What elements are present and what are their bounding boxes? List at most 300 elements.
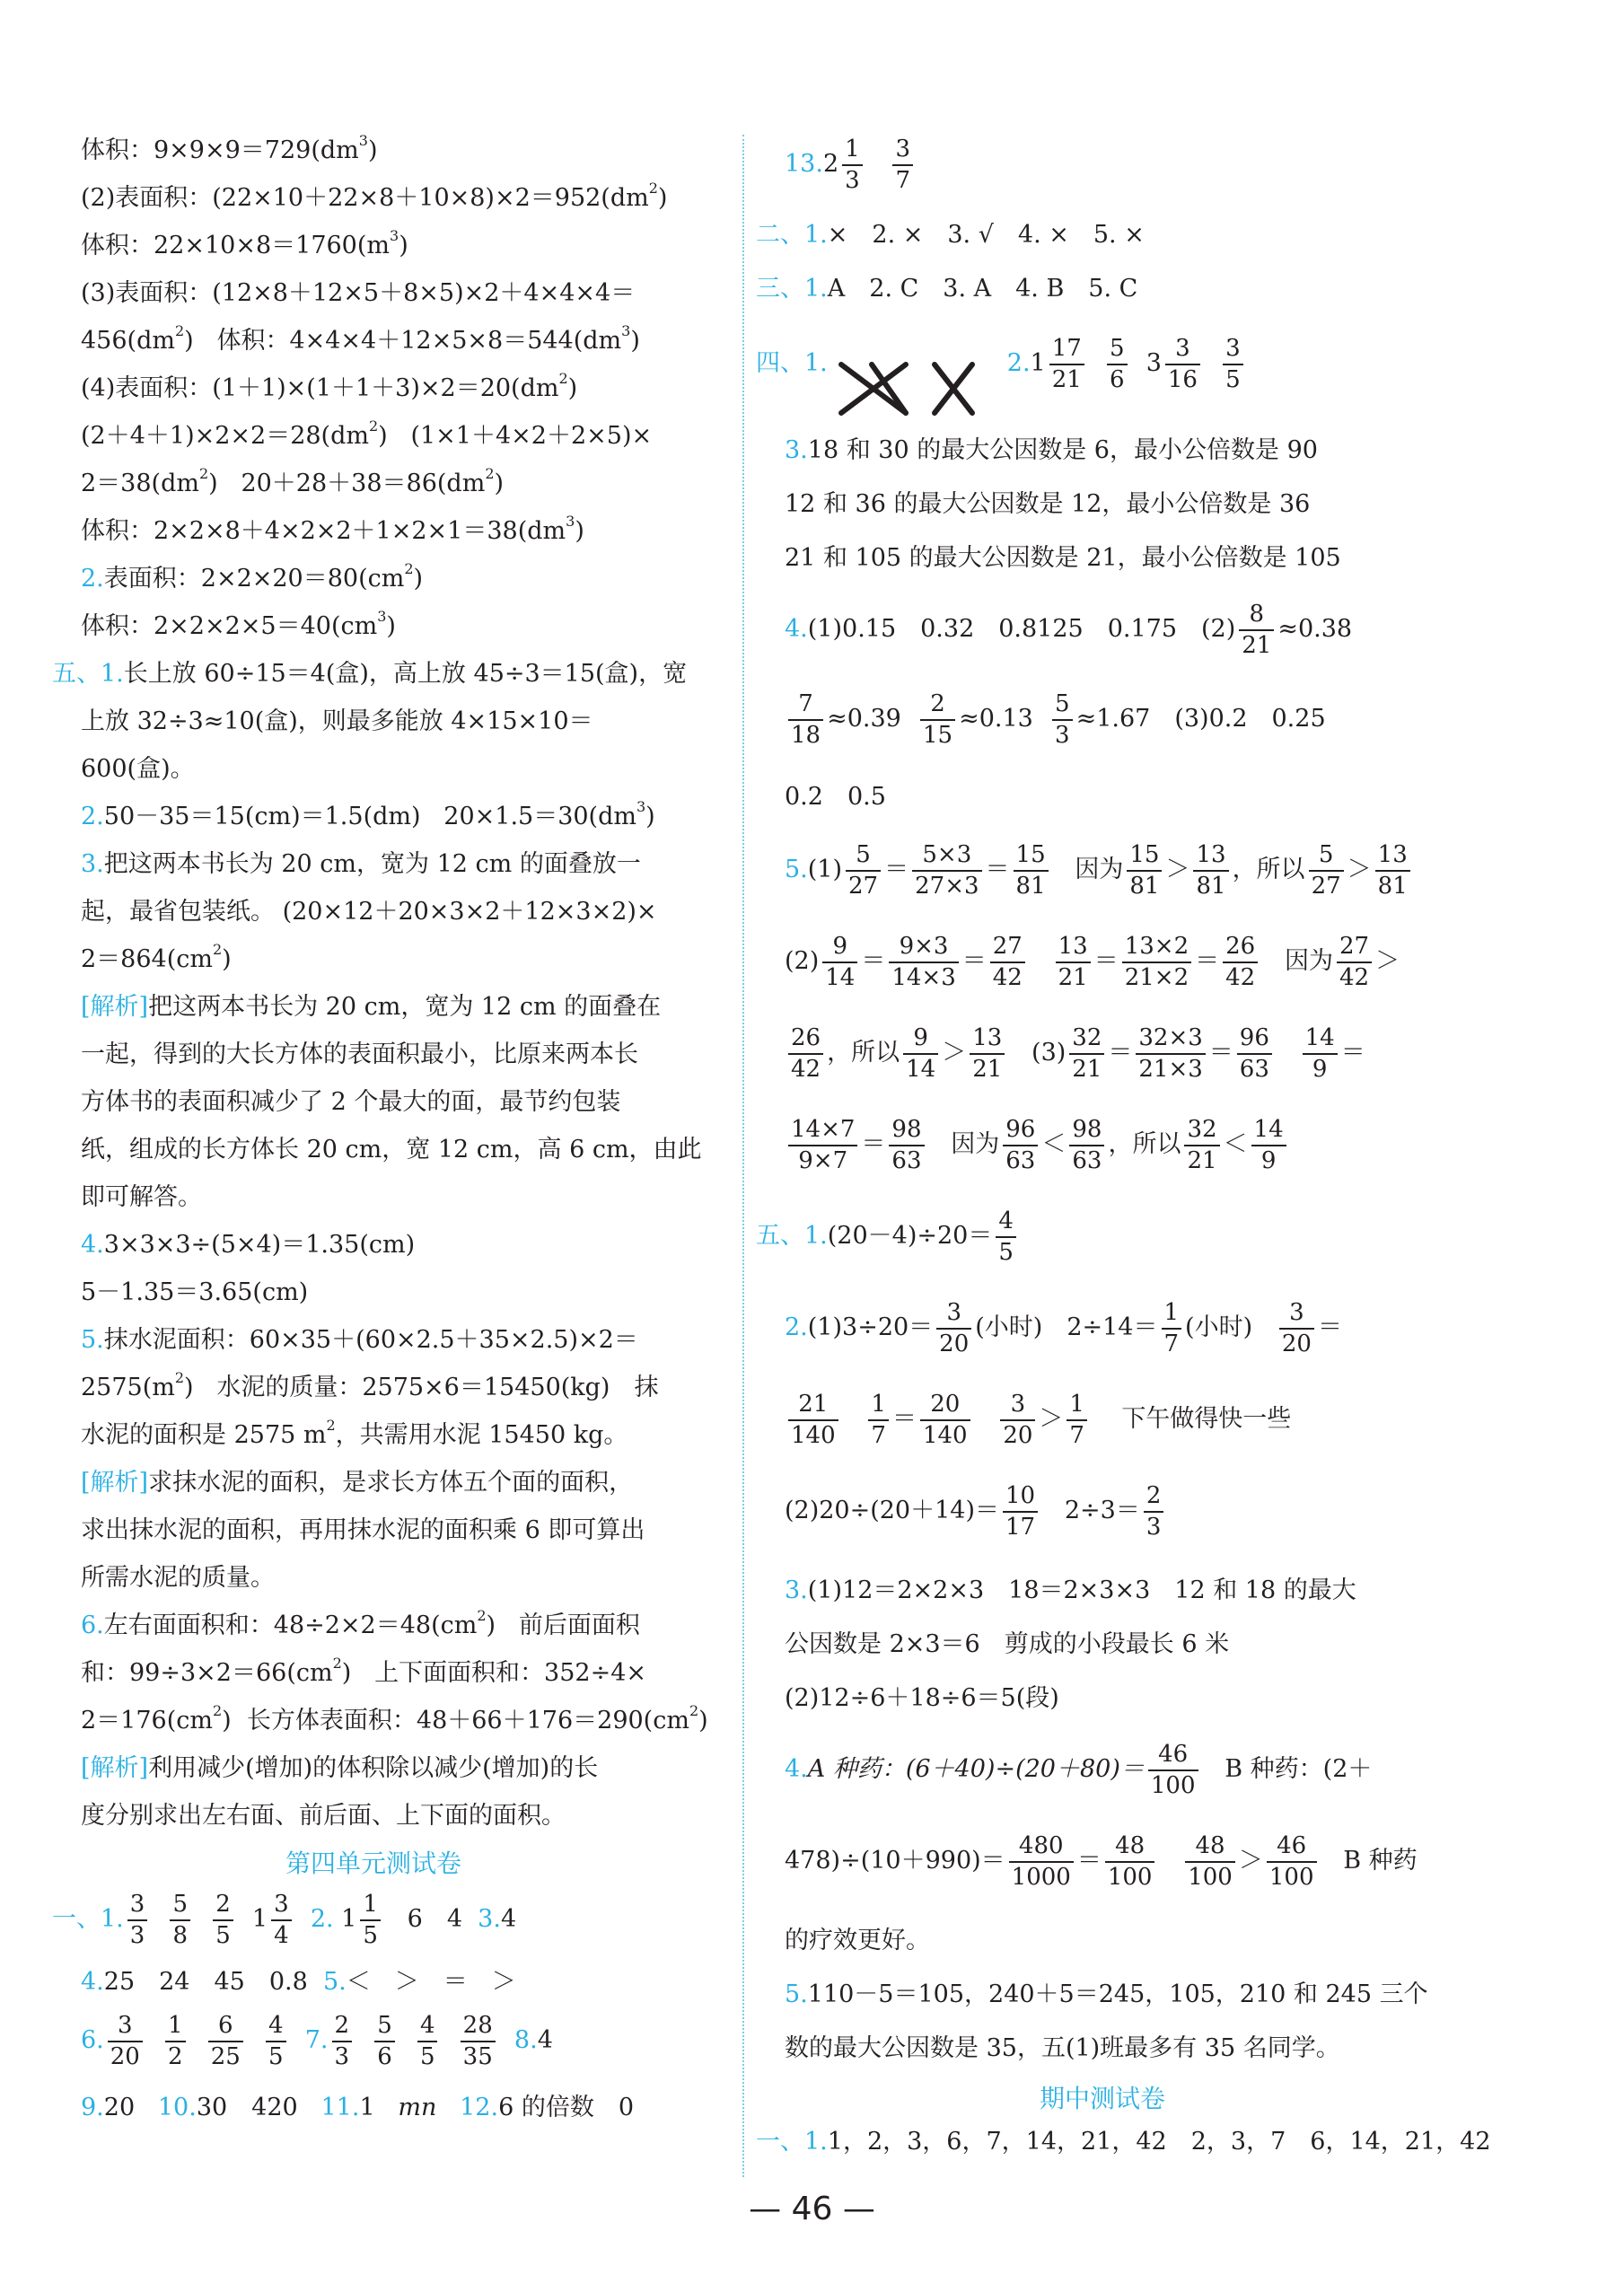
- fraction: 2 5: [213, 1892, 233, 1947]
- line-text: 抹水泥面积：60×35＋(60×2.5＋35×2.5)×2＝: [103, 1326, 638, 1354]
- line-text: 2＝864(cm: [81, 945, 213, 973]
- line-text: 纸，组成的长方体长 20 cm，宽 12 cm，高 6 cm，由此: [81, 1136, 702, 1164]
- fraction: 5 27: [846, 843, 881, 898]
- line-text: ＝: [861, 947, 886, 975]
- line-text: 度分别求出左右面、前后面、上下面的面积。: [81, 1802, 566, 1830]
- fraction: 3 4: [271, 1892, 292, 1947]
- line-text: 600(盒)。: [81, 755, 195, 783]
- fraction: 27 42: [990, 935, 1025, 989]
- line-text: 20＋28＋38＝86(dm: [241, 470, 486, 497]
- fraction: 26 42: [788, 1026, 823, 1081]
- text-line: [81, 1037, 638, 1073]
- text-line: [81, 133, 377, 169]
- line-text: 长上放 60÷15＝4(盒)，高上放 45÷3＝15(盒)，宽: [123, 660, 688, 688]
- line-text: ＝: [1317, 1313, 1342, 1341]
- text-line: [81, 466, 504, 502]
- line-text: 456(dm: [81, 327, 175, 355]
- item-marker: 3.: [785, 436, 808, 464]
- fraction: 8 21: [1239, 602, 1274, 657]
- fraction: 10 17: [1003, 1484, 1038, 1539]
- column-divider: [742, 135, 744, 2177]
- text-line: 一、1. 3 3 5 8 2 5 1 3 4 2. 1 1 5 6 4 3. 4: [52, 1890, 517, 1949]
- line-text: ): [494, 470, 505, 497]
- line-text: (20－4)÷20＝: [827, 1222, 993, 1250]
- fraction: 14 9: [1251, 1118, 1286, 1172]
- line-text: 体积：2×2×8＋4×2×2＋1×2×1＝38(dm: [81, 517, 566, 545]
- fraction: 46 100: [1267, 1834, 1317, 1889]
- line-text: ): [630, 327, 640, 355]
- superscript: 3: [566, 513, 575, 530]
- line-text: 4: [537, 2026, 553, 2054]
- fraction: 48 100: [1105, 1834, 1155, 1889]
- line-text: ): [208, 470, 218, 497]
- text-line: [81, 609, 396, 645]
- fraction: 98 63: [1069, 1118, 1104, 1172]
- line-text: ＝: [1093, 947, 1119, 975]
- line-text: ): [184, 1374, 194, 1401]
- line-text: (1)12＝2×2×3 18＝2×3×3 12 和 18 的最大: [807, 1576, 1356, 1604]
- line-text: B 种药: [1343, 1847, 1418, 1875]
- line-text: (1×1＋4×2＋2×5)×: [410, 422, 653, 450]
- text-line: [785, 133, 917, 196]
- superscript: 3: [358, 132, 368, 149]
- line-text: (1)3÷20＝: [807, 1313, 934, 1341]
- item-marker: 3.: [81, 850, 104, 878]
- fraction: 3 7: [892, 137, 913, 192]
- item-marker: 4.: [81, 1968, 104, 1996]
- line-text: 水泥的面积是 2575 m: [81, 1421, 327, 1449]
- line-text: 2: [822, 150, 839, 178]
- line-text: (小时): [1185, 1313, 1253, 1341]
- line-text: ): [222, 1707, 232, 1734]
- text-line: [785, 487, 1310, 523]
- text-line: [785, 1977, 1428, 2013]
- text-line: [785, 540, 1341, 576]
- fraction: 15 81: [1127, 843, 1162, 898]
- line-text: 左右面面积和：48÷2×2＝48(cm: [103, 1611, 478, 1639]
- text-line: [785, 1480, 1167, 1542]
- fraction: 17 21: [1049, 337, 1084, 391]
- fraction: 26 42: [1223, 935, 1258, 989]
- text-line: [81, 1418, 628, 1453]
- item-marker: 7.: [304, 2026, 329, 2054]
- line-text: ): [413, 565, 424, 593]
- text-line: [81, 323, 640, 359]
- fraction: 5 6: [374, 2014, 395, 2068]
- fraction: 1 7: [1162, 1301, 1182, 1356]
- line-text: ≈1.67 (3)0.2 0.25: [1075, 705, 1326, 733]
- fraction: 46 100: [1148, 1743, 1198, 1797]
- section-title-unit4: 第四单元测试卷: [285, 1849, 462, 1878]
- line-text: 0.2 0.5: [785, 783, 886, 811]
- line-text: (2＋4＋1)×2×2＝28(dm: [81, 422, 369, 450]
- line-text: 因为: [1075, 856, 1124, 883]
- line-text: ): [367, 136, 378, 164]
- fraction: 9×3 14×3: [889, 935, 958, 989]
- text-line: [81, 371, 577, 407]
- item-marker: 13.: [785, 150, 823, 178]
- line-text: 求抹水泥的面积，是求长方体五个面的面积，: [148, 1469, 634, 1497]
- line-text: A 2. C 3. A 4. B 5. C: [827, 275, 1138, 303]
- line-text: 下午做得快一些: [1121, 1405, 1292, 1433]
- superscript: 2: [477, 1607, 487, 1624]
- item-marker: 10.: [157, 2094, 197, 2121]
- text-line: [81, 942, 232, 978]
- analysis-marker: [解析]: [81, 1754, 149, 1782]
- line-text: 因为: [1284, 947, 1333, 975]
- text-line: [785, 839, 1414, 901]
- text-line: [81, 1513, 645, 1549]
- fraction: 98 63: [889, 1118, 924, 1172]
- line-text: 2＝38(dm: [81, 470, 199, 497]
- line-text: ＞: [1375, 947, 1400, 975]
- fraction: 9 14: [822, 935, 857, 989]
- line-text: 体积：9×9×9＝729(dm: [81, 136, 359, 164]
- item-marker: 5.: [785, 1980, 808, 2008]
- line-text: (1): [807, 856, 843, 883]
- item-marker: 2.: [81, 803, 104, 830]
- fraction: 27 42: [1337, 935, 1372, 989]
- superscript: 2: [648, 180, 658, 197]
- superscript: 3: [377, 608, 387, 625]
- text-line: [81, 894, 657, 930]
- line-text: 前后面面积: [518, 1611, 640, 1639]
- section-marker: 一、1.: [756, 2128, 828, 2156]
- fraction: 14 9: [1303, 1026, 1338, 1081]
- line-text: 25 24 45 0.8: [103, 1968, 308, 1996]
- line-text: ＝: [985, 856, 1010, 883]
- fraction: 13×2 21×2: [1122, 935, 1191, 989]
- text-line: [81, 1085, 620, 1120]
- line-text: 50－35＝15(cm)＝1.5(dm): [103, 803, 421, 830]
- text-line: [81, 180, 667, 216]
- line-text: 20×1.5＝30(dm: [443, 803, 636, 830]
- line-text: B 种药：(2＋: [1225, 1755, 1373, 1783]
- text-line: [756, 1205, 1020, 1268]
- superscript: 2: [198, 465, 209, 482]
- item-marker: 12.: [460, 2094, 499, 2121]
- text-line: [81, 847, 641, 883]
- item-marker: 2.: [785, 1313, 808, 1341]
- text-line: [785, 433, 1318, 469]
- text-line: [756, 332, 1247, 395]
- line-text: ): [657, 184, 668, 212]
- fraction: 15 81: [1014, 843, 1049, 898]
- text-line: [81, 514, 584, 549]
- line-text: ): [486, 1611, 496, 1639]
- line-text: 1: [1030, 349, 1046, 377]
- line-text: 上放 32÷3≈10(盒)，则最多能放 4×15×10＝: [81, 707, 593, 735]
- line-text: (2): [785, 947, 820, 975]
- fraction: 21 140: [788, 1392, 838, 1447]
- line-text: 的疗效更好。: [785, 1927, 930, 1954]
- section-marker: 三、1.: [756, 275, 828, 303]
- superscript: 2: [689, 1702, 699, 1719]
- line-text: ＝: [961, 947, 987, 975]
- text-line: [81, 1964, 516, 2000]
- text-line: [756, 2124, 1491, 2160]
- line-text: ＝: [1340, 1039, 1365, 1067]
- line-text: ≈0.13: [959, 705, 1033, 733]
- line-text: ＝: [861, 1130, 886, 1158]
- line-text: ，所以: [1108, 1130, 1181, 1158]
- fraction: 2 15: [920, 692, 955, 747]
- line-text: 因为: [951, 1130, 1000, 1158]
- line-text: 4: [500, 1905, 517, 1933]
- superscript: 2: [404, 560, 414, 577]
- line-text: 30 420: [196, 2094, 298, 2121]
- item-marker: 5.: [322, 1968, 347, 1996]
- text-line: [81, 1465, 633, 1501]
- item-marker: 5.: [785, 856, 808, 883]
- text-line: [785, 1022, 1365, 1085]
- fraction: 4 5: [266, 2014, 286, 2068]
- text-line: [785, 1681, 1059, 1717]
- line-text: ＞: [942, 1039, 967, 1067]
- fraction: 480 1000: [1009, 1834, 1074, 1889]
- line-text: 18 和 30 的最大公因数是 6，最小公倍数是 90: [807, 436, 1318, 464]
- line-text: ，所以: [827, 1039, 900, 1067]
- line-text: 和：99÷3×2＝66(cm: [81, 1659, 333, 1687]
- text-line: [81, 276, 635, 312]
- line-text: 110－5＝105，240＋5＝245，105，210 和 245 三个: [807, 1980, 1428, 2008]
- section-title-midterm: 期中测试卷: [1040, 2084, 1166, 2113]
- line-text: 起，最省包装纸。 (20×12＋20×3×2＋12×3×2)×: [81, 898, 657, 926]
- item-marker: 5.: [81, 1326, 104, 1354]
- line-text: 公因数是 2×3＝6 剪成的小段最长 6 米: [785, 1630, 1230, 1658]
- text-line: [81, 1322, 638, 1358]
- fraction: 2 3: [332, 2014, 353, 2068]
- line-text: ): [567, 374, 578, 402]
- line-text: 长方体表面积：48＋66＋176＝290(cm: [246, 1707, 689, 1734]
- fraction: 96 63: [1003, 1118, 1038, 1172]
- line-text: ): [341, 1659, 352, 1687]
- fraction: 32 21: [1069, 1026, 1104, 1081]
- item-marker: 4.: [81, 1231, 104, 1259]
- fraction: 3 20: [108, 2014, 143, 2068]
- text-line: [756, 271, 1137, 307]
- fraction: 3 16: [1165, 337, 1200, 391]
- text-line: [785, 1627, 1229, 1663]
- fraction: 3 20: [1279, 1301, 1314, 1356]
- text-line: [81, 418, 652, 454]
- line-text: 3×3×3÷(5×4)＝1.35(cm): [103, 1231, 416, 1259]
- fraction: 1 5: [360, 1892, 381, 1947]
- analysis-marker: [解析]: [81, 1469, 149, 1497]
- line-text: 把这两本书长为 20 cm，宽为 12 cm 的面叠在: [148, 993, 662, 1021]
- line-text: 3: [1146, 349, 1162, 377]
- text-line: [81, 1703, 708, 1739]
- matching-lines-drawing: [838, 357, 999, 420]
- line-text: 5－1.35＝3.65(cm): [81, 1278, 309, 1306]
- superscript: 2: [558, 370, 568, 387]
- line-text: ＝: [891, 1405, 917, 1433]
- item-marker: 9.: [81, 2094, 104, 2121]
- line-text: 体积：2×2×2×5＝40(cm: [81, 612, 378, 640]
- superscript: 2: [368, 417, 379, 435]
- fraction: 5 27: [1309, 843, 1344, 898]
- line-text: 数的最大公因数是 35，五(1)班最多有 35 名同学。: [785, 2034, 1340, 2062]
- superscript: 3: [390, 227, 399, 244]
- line-text: 2÷3＝: [1064, 1497, 1140, 1524]
- fraction: 5 3: [1052, 692, 1073, 747]
- line-text: 所需水泥的质量。: [81, 1564, 275, 1592]
- text-line: [81, 704, 593, 740]
- item-marker: 2.: [310, 1905, 334, 1933]
- superscript: 3: [636, 798, 646, 815]
- superscript: 2: [174, 322, 185, 339]
- line-text: 21 和 105 的最大公因数是 21，最小公倍数是 105: [785, 544, 1341, 572]
- line-text: ＝: [1076, 1847, 1102, 1875]
- fraction: 13 21: [970, 1026, 1005, 1081]
- line-text: 12 和 36 的最大公因数是 12，最小公倍数是 36: [785, 490, 1311, 518]
- superscript: 2: [485, 465, 495, 482]
- text-line: [785, 1573, 1356, 1609]
- fraction: 3 3: [127, 1892, 148, 1947]
- section-marker: 二、1.: [756, 221, 828, 249]
- text-line: [785, 1296, 1342, 1359]
- fraction: 7 18: [788, 692, 823, 747]
- line-text: ): [698, 1707, 708, 1734]
- text-line: [81, 1798, 566, 1834]
- line-text: 478)÷(10＋990)＝: [785, 1847, 1005, 1875]
- text-line: [785, 1738, 1372, 1801]
- line-text: ＜: [1041, 1130, 1067, 1158]
- line-text: 1: [359, 2094, 375, 2121]
- line-text: 表面积：2×2×20＝80(cm: [103, 565, 405, 593]
- text-line: [81, 1608, 640, 1644]
- line-text: ＞: [1165, 856, 1190, 883]
- section-marker: 一、1.: [52, 1905, 124, 1933]
- page-number: — 46 —: [749, 2191, 875, 2227]
- text-line: [785, 1830, 1418, 1892]
- line-text: (2)20÷(20＋14)＝: [785, 1497, 1000, 1524]
- superscript: 2: [326, 1417, 336, 1434]
- text-line: [81, 751, 195, 787]
- line-text: (1)0.15 0.32 0.8125 0.175 (2): [807, 615, 1236, 643]
- line-text: 2575(m: [81, 1374, 175, 1401]
- line-text: 求出抹水泥的面积，再用抹水泥的面积乘 6 即可算出: [81, 1516, 645, 1544]
- line-text: ＞: [1238, 1847, 1263, 1875]
- line-text: 把这两本书长为 20 cm，宽为 12 cm 的面叠放一: [103, 850, 641, 878]
- line-text: 6 4: [407, 1905, 462, 1933]
- line-text: 1，2，3，6，7，14，21，42 2，3，7 6，14，21，42: [827, 2128, 1491, 2156]
- fraction: 3 5: [1223, 337, 1243, 391]
- text-line: [81, 228, 408, 264]
- line-text: (4)表面积：(1＋1)×(1＋1＋3)×2＝20(dm: [81, 374, 559, 402]
- item-marker: 3.: [478, 1905, 501, 1933]
- line-text: 即可解答。: [81, 1183, 202, 1211]
- line-text: (2)12÷6＋18÷6＝5(段): [785, 1684, 1059, 1712]
- superscript: 2: [332, 1655, 342, 1672]
- text-line: [81, 2090, 634, 2126]
- line-text: ＞: [1039, 1405, 1064, 1433]
- line-text: ≈0.38: [1277, 615, 1353, 643]
- item-marker: 11.: [320, 2094, 360, 2121]
- fraction: 1 7: [868, 1392, 889, 1447]
- text-line: [81, 561, 423, 597]
- text-line: [756, 217, 1145, 253]
- fraction: 5 6: [1107, 337, 1128, 391]
- item-marker: 6.: [81, 1611, 104, 1639]
- fraction: 28 35: [461, 2014, 496, 2068]
- line-text: 体积：22×10×8＝1760(m: [81, 232, 390, 259]
- fraction: 3 20: [936, 1301, 971, 1356]
- text-line: [81, 1132, 702, 1168]
- line-text: 方体书的表面积减少了 2 个最大的面，最节约包装: [81, 1088, 621, 1116]
- line-text: 水泥的质量：2575×6＝15450(kg) 抹: [216, 1374, 659, 1401]
- fraction: 5×3 27×3: [912, 843, 981, 898]
- superscript: 3: [621, 322, 631, 339]
- line-text: 上下面面积和：352÷4×: [374, 1659, 647, 1687]
- text-line: [785, 598, 1352, 661]
- text-line: [81, 989, 661, 1025]
- fraction: 1 7: [1067, 1392, 1087, 1447]
- line-text: ): [222, 945, 232, 973]
- item-marker: 4.: [785, 1755, 808, 1783]
- text-line: [785, 1923, 930, 1959]
- fraction: 13 81: [1193, 843, 1228, 898]
- line-text: mn: [398, 2094, 437, 2121]
- line-text: ): [386, 612, 396, 640]
- line-text: 体积：4×4×4＋12×5×8＝544(dm: [216, 327, 622, 355]
- fraction: 32×3 21×3: [1136, 1026, 1205, 1081]
- line-text: ，所以: [1232, 856, 1305, 883]
- text-line: [785, 930, 1400, 993]
- line-text: ，共需用水泥 15450 kg。: [335, 1421, 628, 1449]
- line-text: 2＝176(cm: [81, 1707, 213, 1734]
- line-text: ＝: [1208, 1039, 1233, 1067]
- text-line: [785, 1388, 1291, 1451]
- text-line: [81, 1370, 658, 1406]
- item-marker: 2.: [1006, 349, 1031, 377]
- line-text: ): [184, 327, 194, 355]
- line-text: ＞: [1347, 856, 1372, 883]
- superscript: 2: [212, 941, 223, 958]
- item-marker: 2.: [81, 565, 104, 593]
- section-marker: 四、1.: [756, 349, 828, 377]
- line-text: (3)表面积：(12×8＋12×5＋8×5)×2＋4×4×4＝: [81, 279, 636, 307]
- fraction: 4 5: [996, 1209, 1016, 1264]
- fraction: 13 21: [1056, 935, 1091, 989]
- line-text: A 种药：(6＋40)÷(20＋80)＝: [807, 1755, 1145, 1783]
- fraction: 1 3: [842, 137, 863, 192]
- item-marker: 6.: [81, 2026, 104, 2054]
- text-line: [785, 1113, 1290, 1176]
- text-line: [81, 1751, 598, 1787]
- text-line: [785, 688, 1326, 751]
- line-text: 20: [103, 2094, 136, 2121]
- line-text: 利用减少(增加)的体积除以减少(增加)的长: [148, 1754, 599, 1782]
- line-text: ＜ ＞ ＝ ＞: [346, 1968, 516, 1996]
- line-text: (小时) 2÷14＝: [975, 1313, 1158, 1341]
- line-text: ＝: [1195, 947, 1220, 975]
- fraction: 48 100: [1185, 1834, 1235, 1889]
- item-marker: 4.: [785, 615, 808, 643]
- fraction: 32 21: [1184, 1118, 1219, 1172]
- text-line: [81, 1227, 415, 1263]
- text-line: [785, 779, 886, 815]
- analysis-marker: [解析]: [81, 993, 149, 1021]
- line-text: ): [399, 232, 408, 259]
- line-text: ＝: [1108, 1039, 1133, 1067]
- line-text: × 2. × 3. √ 4. × 5. ×: [827, 221, 1145, 249]
- fraction: 9 14: [903, 1026, 938, 1081]
- superscript: 2: [174, 1369, 185, 1386]
- fraction: 5 8: [170, 1892, 190, 1947]
- line-text: ): [378, 422, 388, 450]
- superscript: 2: [212, 1702, 223, 1719]
